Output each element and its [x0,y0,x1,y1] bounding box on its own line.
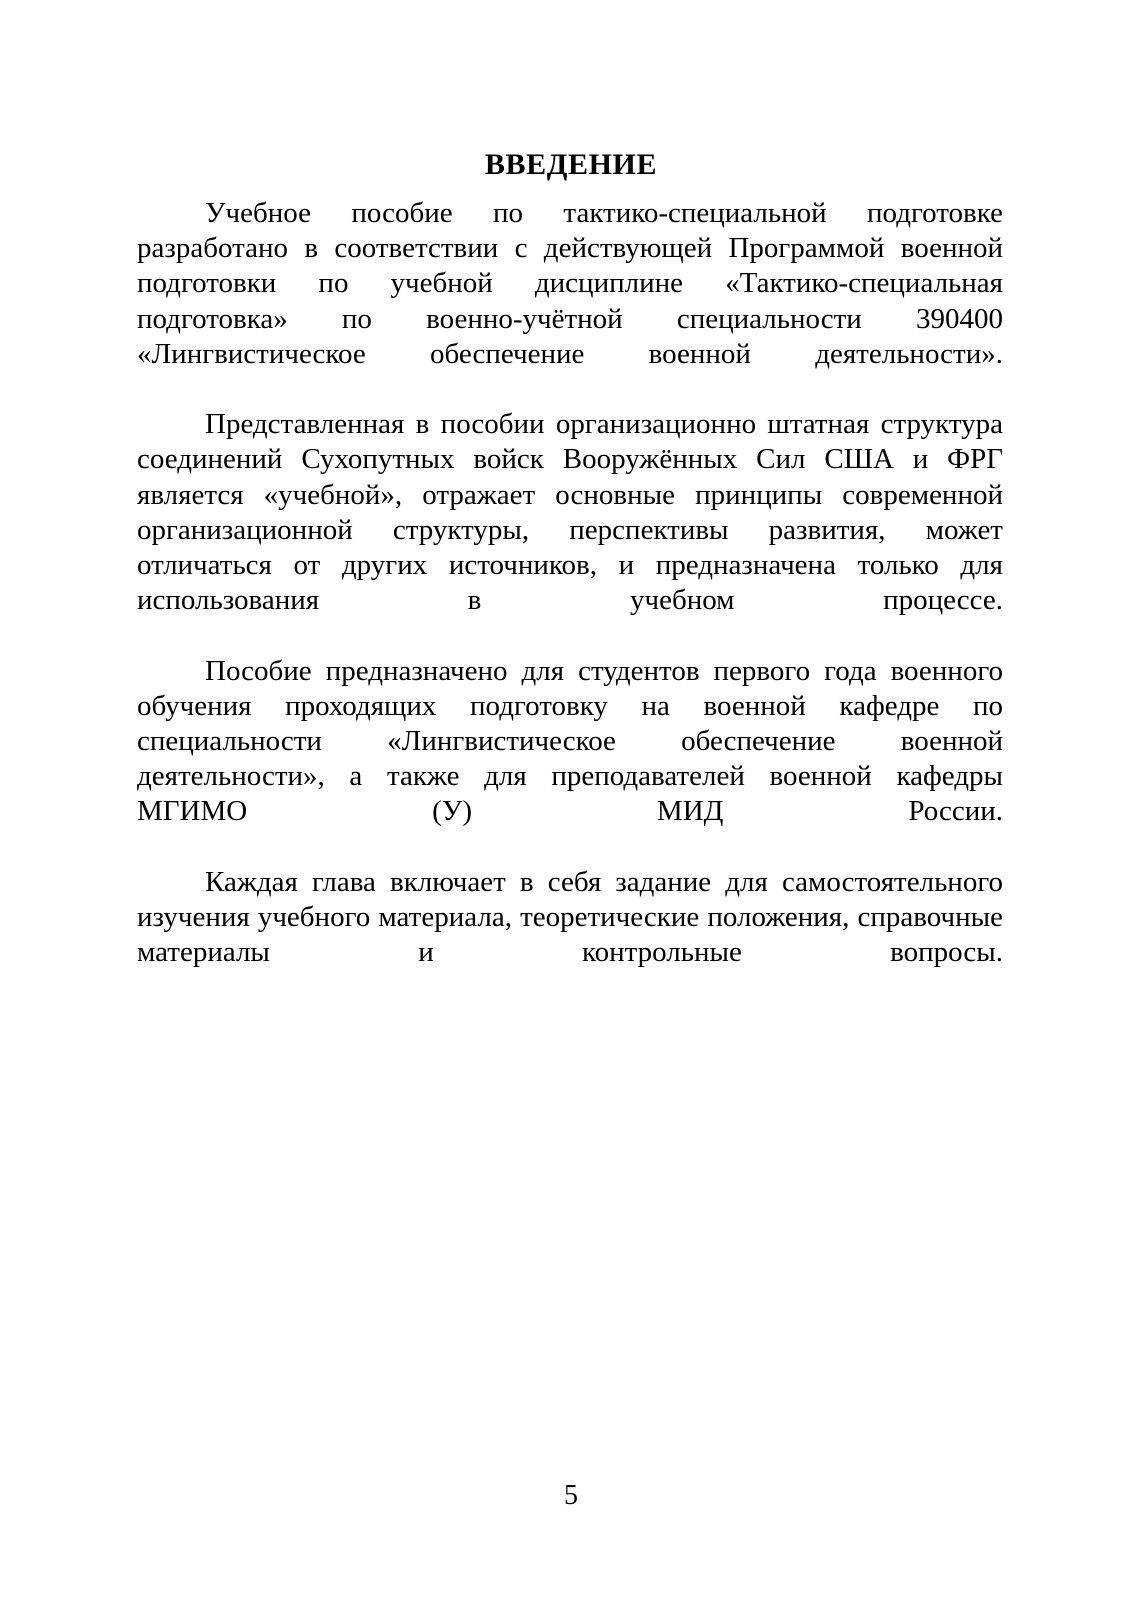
paragraph-2: Представленная в пособии организационно штатная структура соединений Сухопутных войск Вооружённых Сил США и ФРГ является «учебной», отражает основные принципы современной организационной структуры, перспективы развития, может отличаться от других источников, и предназначена только для использования в учебном процессе. [137,408,1003,617]
paragraph-3: Пособие предназначено для студентов первого года военного обучения проходящих подготовку на военной кафедре по специальности «Лингвистическое обеспечение военной деятельности», а также для преподавателей военной кафедры МГИМО (У) МИД России. [137,654,1003,828]
paragraph-1: Учебное пособие по тактико-специальной подготовке разработано в соответствии с действующей Программой военной подготовки по учебной дисциплине «Тактико-специальная подготовка» по военно-учётной специальности 390400 «Лингвистическое обеспечение военной деятельности». [137,197,1003,370]
body-text-block [137,196,1003,1006]
paragraph-4: Каждая глава включает в себя задание для самостоятельного изучения учебного материала, теоретические положения, справочные материалы и контрольные вопросы. [137,865,1003,969]
page-title: ВВЕДЕНИЕ [484,148,658,182]
page-number: 5 [564,1480,578,1511]
